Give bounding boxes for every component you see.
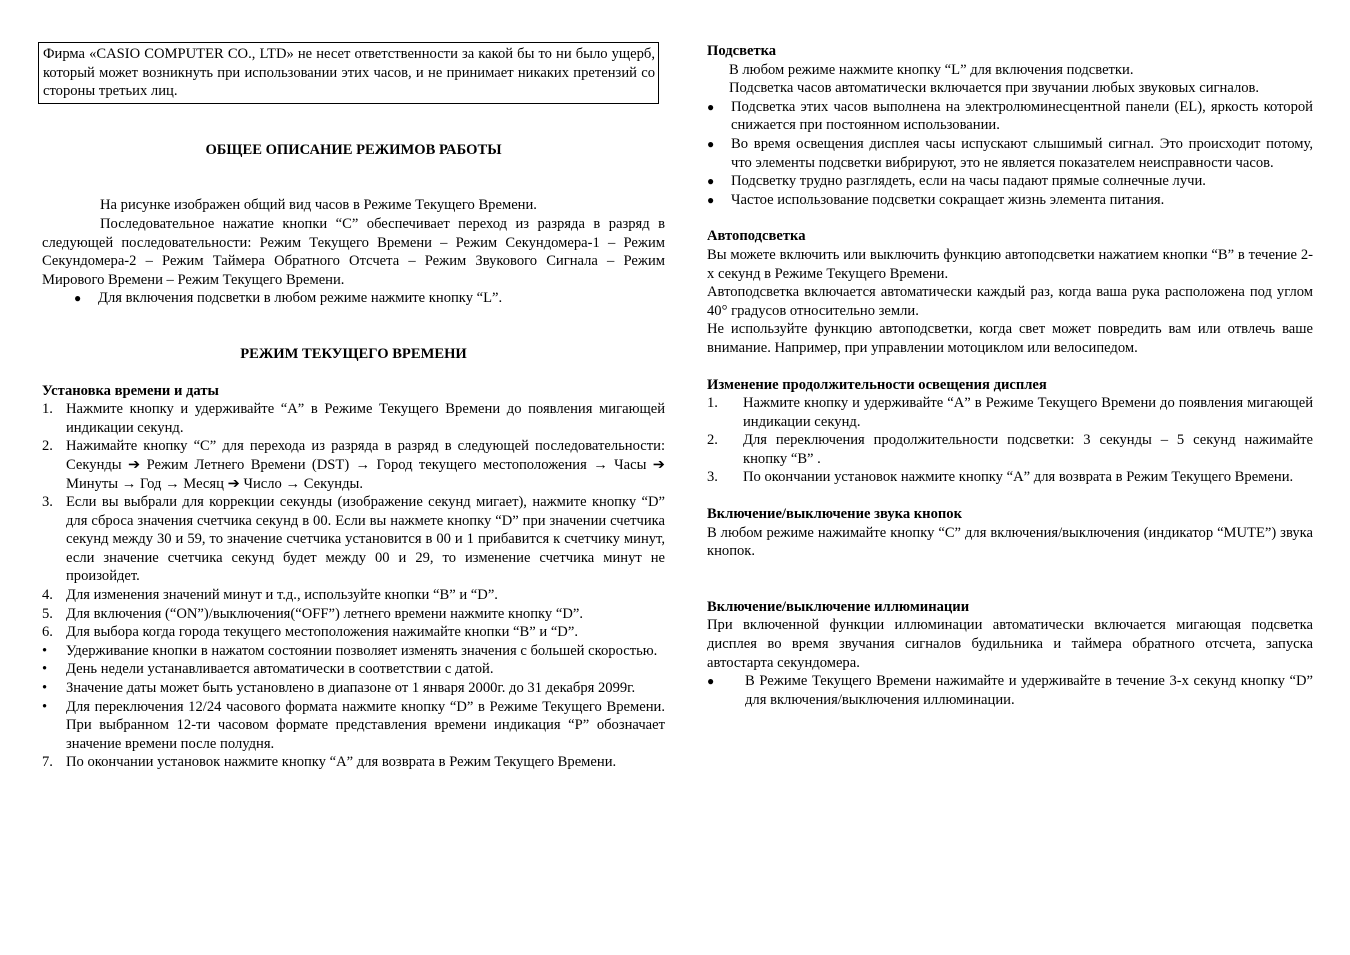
auto-paragraph-2: Автоподсветка включается автоматически каждый раз, когда ваша рука расположена под углом 40° градусов относительно земли. bbox=[707, 284, 1313, 319]
general-title: ОБЩЕЕ ОПИСАНИЕ РЕЖИМОВ РАБОТЫ bbox=[205, 141, 502, 158]
general-paragraph-2: Последовательное нажатие кнопки “С” обеспечивает переход из разряда в разряд в следующей последовательности: Режим Текущего Времени – Режим Секундомера-1 – Режим Секундомера-2 – Режим Таймера Обратного Отсчета – Режим Звукового Сигнала – Режим Мирового Времени – Режим Текущего Времени. bbox=[42, 215, 665, 288]
list-item: 3. Если вы выбрали для коррекции секунды (изображение секунд мигает), нажмите кнопку “D” для сброса значения счетчика секунд в 00. Если вы нажмете кнопку “D” при значении счетчика секунд между 30 и 59, то значение счетчика установится в 00 и 1 прибавится к счетчику минут, если значение счетчика секунд будет между 00 и 29, то изменение счетчика минут не произойдет. bbox=[42, 494, 665, 585]
list-item: • Значение даты может быть установлено в диапазоне от 1 января 2000г. до 31 декабря 2099г. bbox=[42, 680, 636, 697]
illumination-paragraph: При включенной функции иллюминации автоматически включается мигающая подсветка дисплея во время звучания сигналов будильника и таймера обратного отсчета, запуска автостарта секундомера. bbox=[707, 617, 1313, 671]
backlight-paragraph-1: В любом режиме нажмите кнопку “L” для включения подсветки. bbox=[729, 61, 1134, 78]
left-column bbox=[42, 42, 665, 772]
backlight-paragraph-2: Подсветка часов автоматически включается при звучании любых звуковых сигналов. bbox=[729, 80, 1260, 97]
disclaimer-box: Фирма «CASIO COMPUTER CO., LTD» не несет ответственности за какой бы то ни было ущерб, который может возникнуть при использовании этих часов, и не принимает никаких претензий со стороны третьих лиц. bbox=[38, 42, 659, 104]
list-item: 1. Нажмите кнопку и удерживайте “А” в Режиме Текущего Времени до появления мигающей индикации секунд. bbox=[42, 401, 665, 436]
list-item: 7. По окончании установок нажмите кнопку “А” для возврата в Режим Текущего Времени. bbox=[42, 754, 617, 771]
list-item: 4. Для изменения значений минут и т.д., используйте кнопки “В” и “D”. bbox=[42, 587, 498, 604]
list-item: 1. Нажмите кнопку и удерживайте “А” в Режиме Текущего Времени до появления мигающей индикации секунд. bbox=[707, 395, 1313, 430]
list-item: • Для переключения 12/24 часового формата нажмите кнопку “D” в Режиме Текущего Времени. При выбранном 12-ти часовом формате представления времени индикация “Р” обозначает значение времени после полудня. bbox=[42, 698, 665, 752]
list-item: • Удерживание кнопки в нажатом состоянии позволяет изменять значения с большей скоростью. bbox=[42, 642, 658, 659]
auto-paragraph-3: Не используйте функцию автоподсветки, когда свет может повредить вам или отвлечь ваше внимание. Например, при управлении мотоциклом или велосипедом. bbox=[707, 321, 1313, 356]
list-item: 2. Нажимайте кнопку “С” для перехода из разряда в разряд в следующей последовательности: Секунды ➔ Режим Летнего Времени (DST) → Город текущего местоположения → Часы ➔ Минуты → Год → Месяц ➔ Число → Секунды. bbox=[42, 438, 665, 492]
list-item: • День недели устанавливается автоматически в соответствии с датой. bbox=[42, 661, 494, 678]
general-paragraph-1: На рисунке изображен общий вид часов в Режиме Текущего Времени. bbox=[100, 197, 537, 214]
duration-title: Изменение продолжительности освещения дисплея bbox=[707, 376, 1047, 393]
list-item: 3. По окончании установок нажмите кнопку “А” для возврата в Режим Текущего Времени. bbox=[707, 469, 1294, 486]
button-sound-paragraph: В любом режиме нажимайте кнопку “С” для включения/выключения (индикатор “MUTE”) звука кнопок. bbox=[707, 524, 1313, 560]
list-item: 6. Для выбора когда города текущего местоположения нажимайте кнопки “В” и “D”. bbox=[42, 624, 578, 641]
setting-title: Установка времени и даты bbox=[42, 382, 219, 399]
button-sound-title: Включение/выключение звука кнопок bbox=[707, 506, 963, 523]
backlight-bullet: ● Частое использование подсветки сокращает жизнь элемента питания. bbox=[707, 191, 1165, 208]
auto-backlight-title: Автоподсветка bbox=[707, 228, 806, 245]
illumination-title: Включение/выключение иллюминации bbox=[707, 598, 970, 615]
list-item: 5. Для включения (“ON”)/выключения(“OFF”) летнего времени нажмите кнопку “D”. bbox=[42, 605, 584, 622]
general-bullet: ● Для включения подсветки в любом режиме нажмите кнопку “L”. bbox=[74, 290, 503, 307]
auto-paragraph-1: Вы можете включить или выключить функцию автоподсветки нажатием кнопки “В” в течение 2-х секунд в Режиме Текущего Времени. bbox=[707, 246, 1313, 282]
backlight-title: Подсветка bbox=[707, 43, 777, 59]
backlight-bullet: ● Подсветку трудно разглядеть, если на часы падают прямые солнечные лучи. bbox=[707, 173, 1206, 190]
backlight-bullet: ● Подсветка этих часов выполнена на электролюминесцентной панели (EL), яркость которой снижается при постоянном использовании. bbox=[707, 98, 1313, 134]
timekeeping-title: РЕЖИМ ТЕКУЩЕГО ВРЕМЕНИ bbox=[240, 345, 467, 362]
backlight-bullet: ● Во время освещения дисплея часы испускают слышимый сигнал. Это происходит потому, что элементы подсветки вибрируют, это не является показателем неисправности часов. bbox=[707, 135, 1313, 171]
right-column bbox=[707, 42, 1313, 709]
illumination-bullet: ● В Режиме Текущего Времени нажимайте и удерживайте в течение 3-х секунд кнопку “D” для включения/выключения иллюминации. bbox=[707, 673, 1313, 708]
list-item: 2. Для переключения продолжительности подсветки: 3 секунды – 5 секунд нажимайте кнопку “В” . bbox=[707, 432, 1313, 467]
